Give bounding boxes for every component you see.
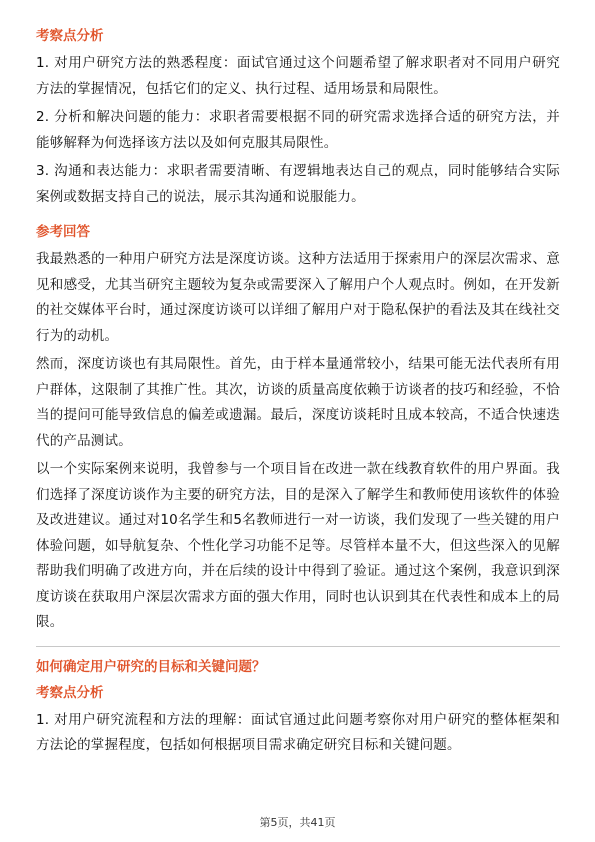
page-content [36, 26, 560, 762]
analysis-point-2: 2. 分析和解决问题的能力：求职者需要根据不同的研究需求选择合适的研究方法，并能够解释为何选择该方法以及如何克服其局限性。 [36, 109, 560, 151]
reference-answer-heading: 参考回答 [36, 224, 90, 240]
answer-paragraph-1: 我最熟悉的一种用户研究方法是深度访谈。这种方法适用于探索用户的深层次需求、意见和感受，尤其当研究主题较为复杂或需要深入了解用户个人观点时。例如，在开发新的社交媒体平台时，通过深度访谈可以详细了解用户对于隐私保护的看法及其在线社交行为的动机。 [36, 251, 560, 344]
answer-paragraph-2: 然而，深度访谈也有其局限性。首先，由于样本量通常较小，结果可能无法代表所有用户群体，这限制了其推广性。其次，访谈的质量高度依赖于访谈者的技巧和经验，不恰当的提问可能导致信息的偏差或遗漏。最后，深度访谈耗时且成本较高，不适合快速迭代的产品测试。 [36, 356, 560, 449]
analysis-point-2-1: 1. 对用户研究流程和方法的理解：面试官通过此问题考察你对用户研究的整体框架和方法论的掌握程度，包括如何根据项目需求确定研究目标和关键问题。 [36, 711, 560, 753]
analysis-point-1: 1. 对用户研究方法的熟悉程度：面试官通过这个问题希望了解求职者对不同用户研究方法的掌握情况，包括它们的定义、执行过程、适用场景和局限性。 [36, 55, 560, 97]
answer-paragraph-3: 以一个实际案例来说明，我曾参与一个项目旨在改进一款在线教育软件的用户界面。我们选择了深度访谈作为主要的研究方法，目的是深入了解学生和教师使用该软件的体验及改进建议。通过对10名学生和5名教师进行一对一访谈，我们发现了一些关键的用户体验问题，如导航复杂、个性化学习功能不足等。尽管样本量不大，但这些深入的见解帮助我们明确了改进方向，并在后续的设计中得到了验证。通过这个案例，我意识到深度访谈在获取用户深层次需求方面的强大作用，同时也认识到其在代表性和成本上的局限。 [36, 461, 560, 630]
page-number: 第5页，共41页 [259, 816, 336, 829]
analysis-point-3: 3. 沟通和表达能力：求职者需要清晰、有逻辑地表达自己的观点，同时能够结合实际案例或数据支持自己的说法，展示其沟通和说服能力。 [36, 163, 560, 205]
question-title: 如何确定用户研究的目标和关键问题？ [36, 658, 266, 675]
analysis-heading: 考察点分析 [36, 28, 104, 44]
analysis-heading-2: 考察点分析 [36, 684, 104, 701]
section-divider [36, 646, 560, 647]
